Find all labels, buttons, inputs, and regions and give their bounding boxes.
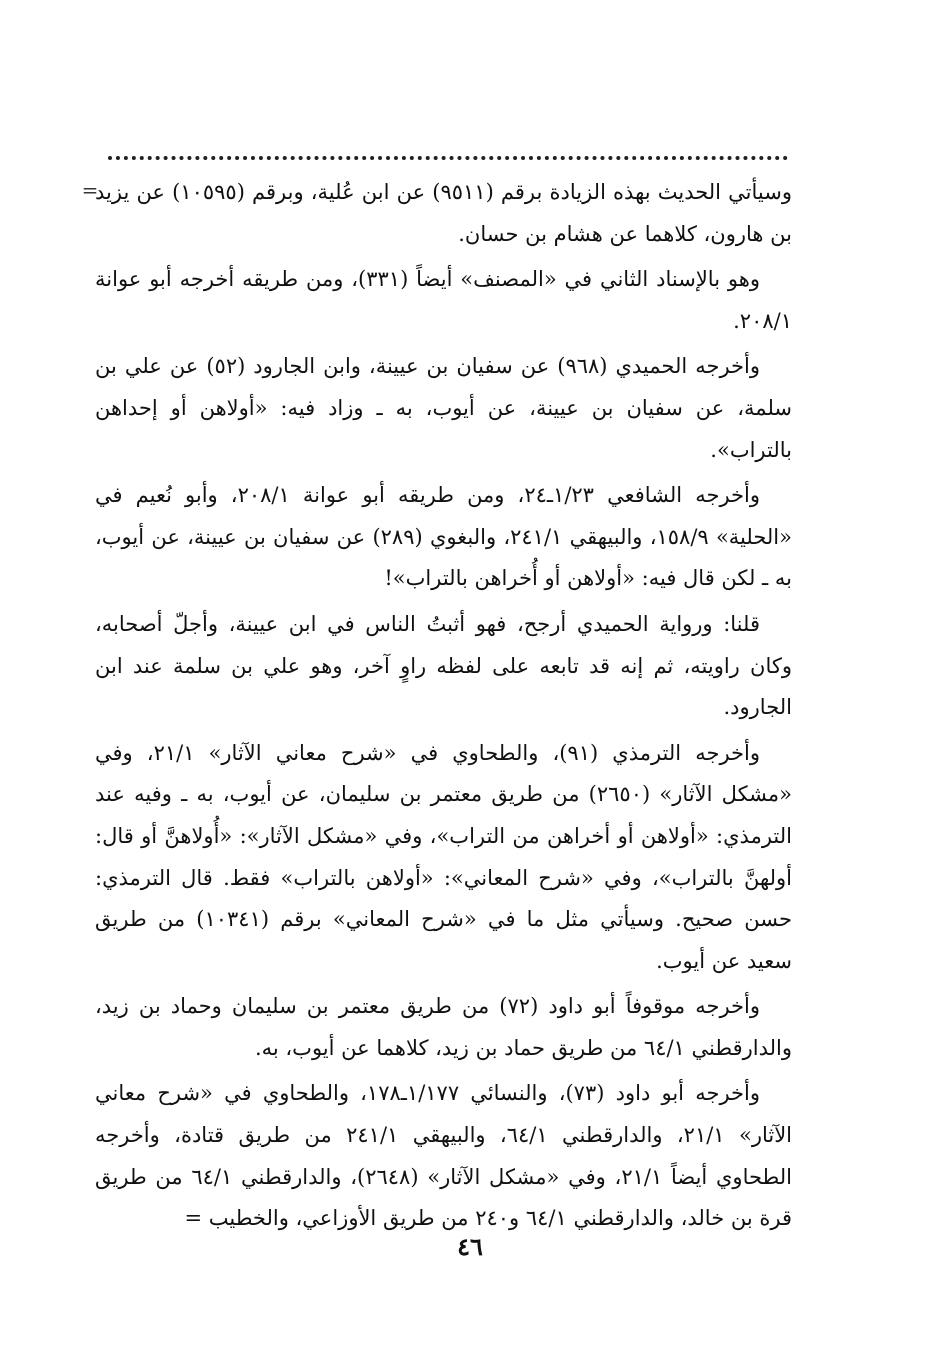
page-number: ٤٦ bbox=[457, 1232, 483, 1261]
paragraph: قلنا: ورواية الحميدي أرجح، فهو أثبتُ الناس في ابن عيينة، وأجلّ أصحابه، وكان راويته، ثم إنه قد تابعه على لفظه راوٍ آخر، وهو علي بن سلمة عند ابن الجارود. bbox=[95, 611, 792, 720]
paragraph: وهو بالإسناد الثاني في «المصنف» أيضاً (٣٣١)، ومن طريقه أخرجه أبو عوانة ٢٠٨/١. bbox=[95, 267, 792, 333]
continuation-mark-top: = bbox=[81, 178, 99, 202]
footnote-text bbox=[95, 172, 792, 1244]
paragraph: وأخرجه الحميدي (٩٦٨) عن سفيان بن عيينة، وابن الجارود (٥٢) عن علي بن سلمة، عن سفيان بن عيينة، عن أيوب، به ـ وزاد فيه: «أولاهن أو إحداهن بالتراب». bbox=[95, 354, 792, 462]
paragraph: وأخرجه الشافعي ١/٢٣ـ٢٤، ومن طريقه أبو عوانة ٢٠٨/١، وأبو نُعيم في «الحلية» ١٥٨/٩، والبيهقي ٢٤١/١، والبغوي (٢٨٩) عن سفيان بن عيينة، عن أيوب، به ـ لكن قال فيه: «أولاهن أو أُخراهن بالتراب»! bbox=[95, 483, 792, 591]
paragraph: وأخرجه موقوفاً أبو داود (٧٢) من طريق معتمر بن سليمان وحماد بن زيد، والدارقطني ٦٤/١ من طريق حماد بن زيد، كلاهما عن أيوب، به. bbox=[95, 994, 792, 1060]
paragraph: وأخرجه أبو داود (٧٣)، والنسائي ١/١٧٧ـ١٧٨، والطحاوي في «شرح معاني الآثار» ٢١/١، والدارقطني ٦٤/١، والبيهقي ٢٤١/١ من طريق قتادة، وأخرجه الطحاوي أيضاً ٢١/١، وفي «مشكل الآثار» (٢٦٤٨)، والدارقطني ٦٤/١ من طريق قرة بن خالد، والدارقطني ٦٤/١ و٢٤٠ من طريق الأوزاعي، والخطيب = bbox=[95, 1081, 793, 1231]
paragraph: وأخرجه الترمذي (٩١)، والطحاوي في «شرح معاني الآثار» ٢١/١، وفي «مشكل الآثار» (٢٦٥٠) من طريق معتمر بن سليمان، عن أيوب، به ـ وفيه عند الترمذي: «أولاهن أو أخراهن من التراب»، وفي «مشكل الآثار»: «أُولاهنَّ أو قال: أولهنَّ بالتراب»، وفي «شرح المعاني»: «أولاهن بالتراب» فقط. قال الترمذي: حسن صحيح. وسيأتي مثل ما في «شرح المعاني» برقم (١٠٣٤١) من طريق سعيد عن أيوب. bbox=[95, 740, 793, 973]
footnote-separator bbox=[108, 156, 788, 160]
paragraph: وسيأتي الحديث بهذه الزيادة برقم (٩٥١١) عن ابن عُلية، وبرقم (١٠٥٩٥) عن يزيد بن هارون، كلاهما عن هشام بن حسان. bbox=[95, 180, 792, 246]
